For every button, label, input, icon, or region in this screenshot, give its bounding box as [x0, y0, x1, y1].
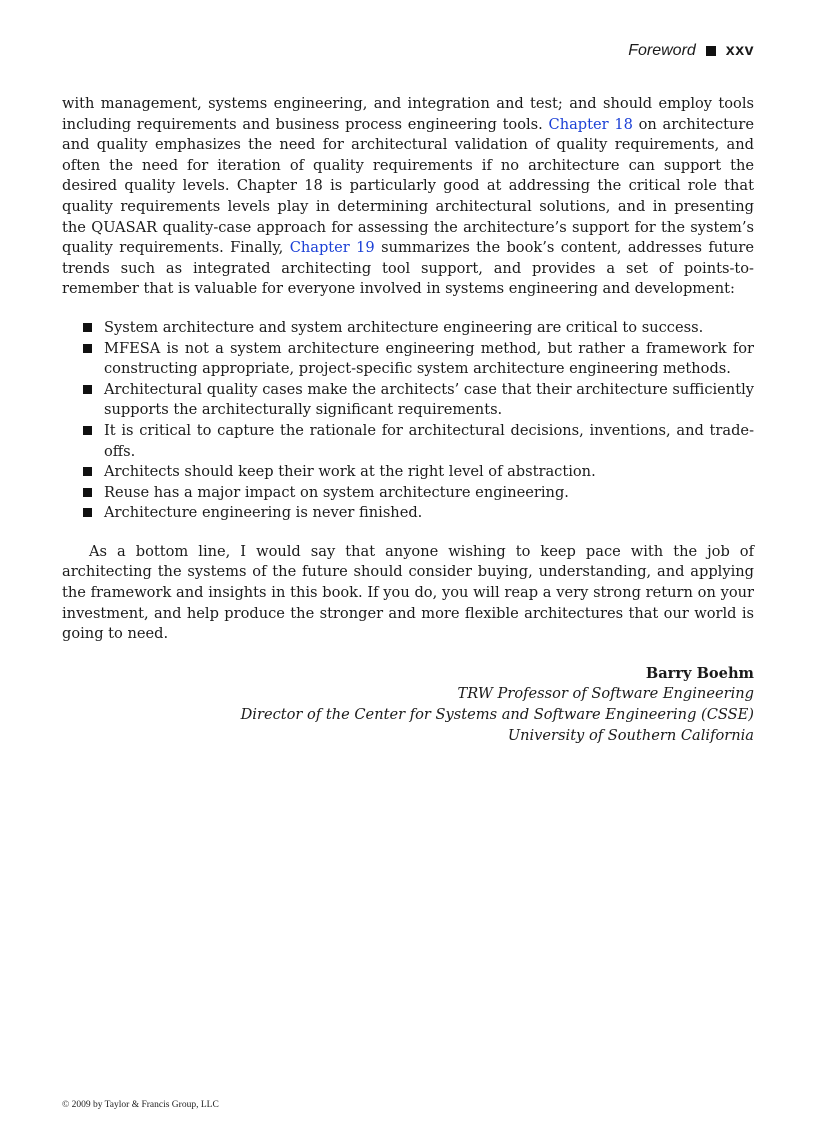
author-title-1: TRW Professor of Software Engineering — [457, 685, 754, 703]
running-head-section: Foreword — [628, 42, 696, 59]
chapter-19-link[interactable]: Chapter 19 — [289, 239, 375, 257]
author-affiliation: University of Southern California — [507, 726, 754, 744]
points-to-remember-list — [62, 318, 754, 524]
list-item — [104, 318, 754, 339]
square-bullet-icon — [83, 488, 92, 497]
chapter-18-link[interactable]: Chapter 18 — [548, 115, 633, 133]
list-item — [104, 339, 754, 380]
list-item-text: Architecture engineering is never finished. — [104, 504, 423, 522]
paragraph-1 — [62, 94, 754, 300]
list-item-text: Architects should keep their work at the right level of abstraction. — [104, 463, 596, 481]
running-head — [628, 42, 754, 60]
square-bullet-icon — [83, 467, 92, 476]
paragraph-2: As a bottom line, I would say that anyone wishing to keep pace with the job of architecting the systems of the future should consider buying, understanding, and applying the framework and insights in this book. If you do, you will reap a very strong return on your investment, and help produce the stronger and more flexible architectures that our world is going to need. — [62, 542, 754, 643]
square-bullet-icon — [83, 426, 92, 435]
paragraph-1-text-c: summarizes the book’s content, addresses future trends such as integrated architecting tool support, and provides a set of points-to-remember that is valuable for everyone involved in systems engineering and development: — [62, 239, 754, 298]
square-bullet-icon — [83, 508, 92, 517]
list-item — [104, 421, 754, 462]
copyright-footer: © 2009 by Taylor & Francis Group, LLC — [62, 1100, 219, 1110]
paragraph-1-text-b: on architecture and quality emphasizes the need for architectural validation of quality requirements, and often the need for iteration of quality requirements if no architecture can support the desired quality levels. Chapter 18 is particularly good at addressing the critical role that quality requirements levels play in determining architectural solutions, and in presenting the QUASAR quality-case approach for assessing the architecture’s support for the system’s quality requirements. Finally, — [62, 115, 754, 257]
list-item — [104, 483, 754, 504]
list-item-text: System architecture and system architecture engineering are critical to success. — [104, 318, 704, 336]
list-item — [104, 503, 754, 524]
list-item-text: MFESA is not a system architecture engineering method, but rather a framework for constructing appropriate, project-specific system architecture engineering methods. — [104, 339, 754, 378]
signature-block — [62, 664, 754, 746]
list-item-text: Architectural quality cases make the architects’ case that their architecture sufficiently supports the architecturally significant requirements. — [104, 380, 754, 419]
list-item — [104, 380, 754, 421]
paragraph-1-text-a: with management, systems engineering, and integration and test; and should employ tools including requirements and business process engineering tools. — [62, 95, 754, 133]
square-bullet-icon — [83, 323, 92, 332]
list-item — [104, 462, 754, 483]
author-name: Barry Boehm — [645, 664, 754, 682]
list-item-text: Reuse has a major impact on system architecture engineering. — [104, 483, 569, 501]
author-title-2: Director of the Center for Systems and Software Engineering (CSSE) — [240, 706, 754, 724]
list-item-text: It is critical to capture the rationale for architectural decisions, inventions, and trade-offs. — [104, 421, 754, 460]
page-number: xxv — [725, 42, 754, 59]
square-bullet-icon — [83, 385, 92, 394]
main-content — [62, 94, 754, 746]
square-bullet-icon — [706, 46, 716, 56]
square-bullet-icon — [83, 344, 92, 353]
